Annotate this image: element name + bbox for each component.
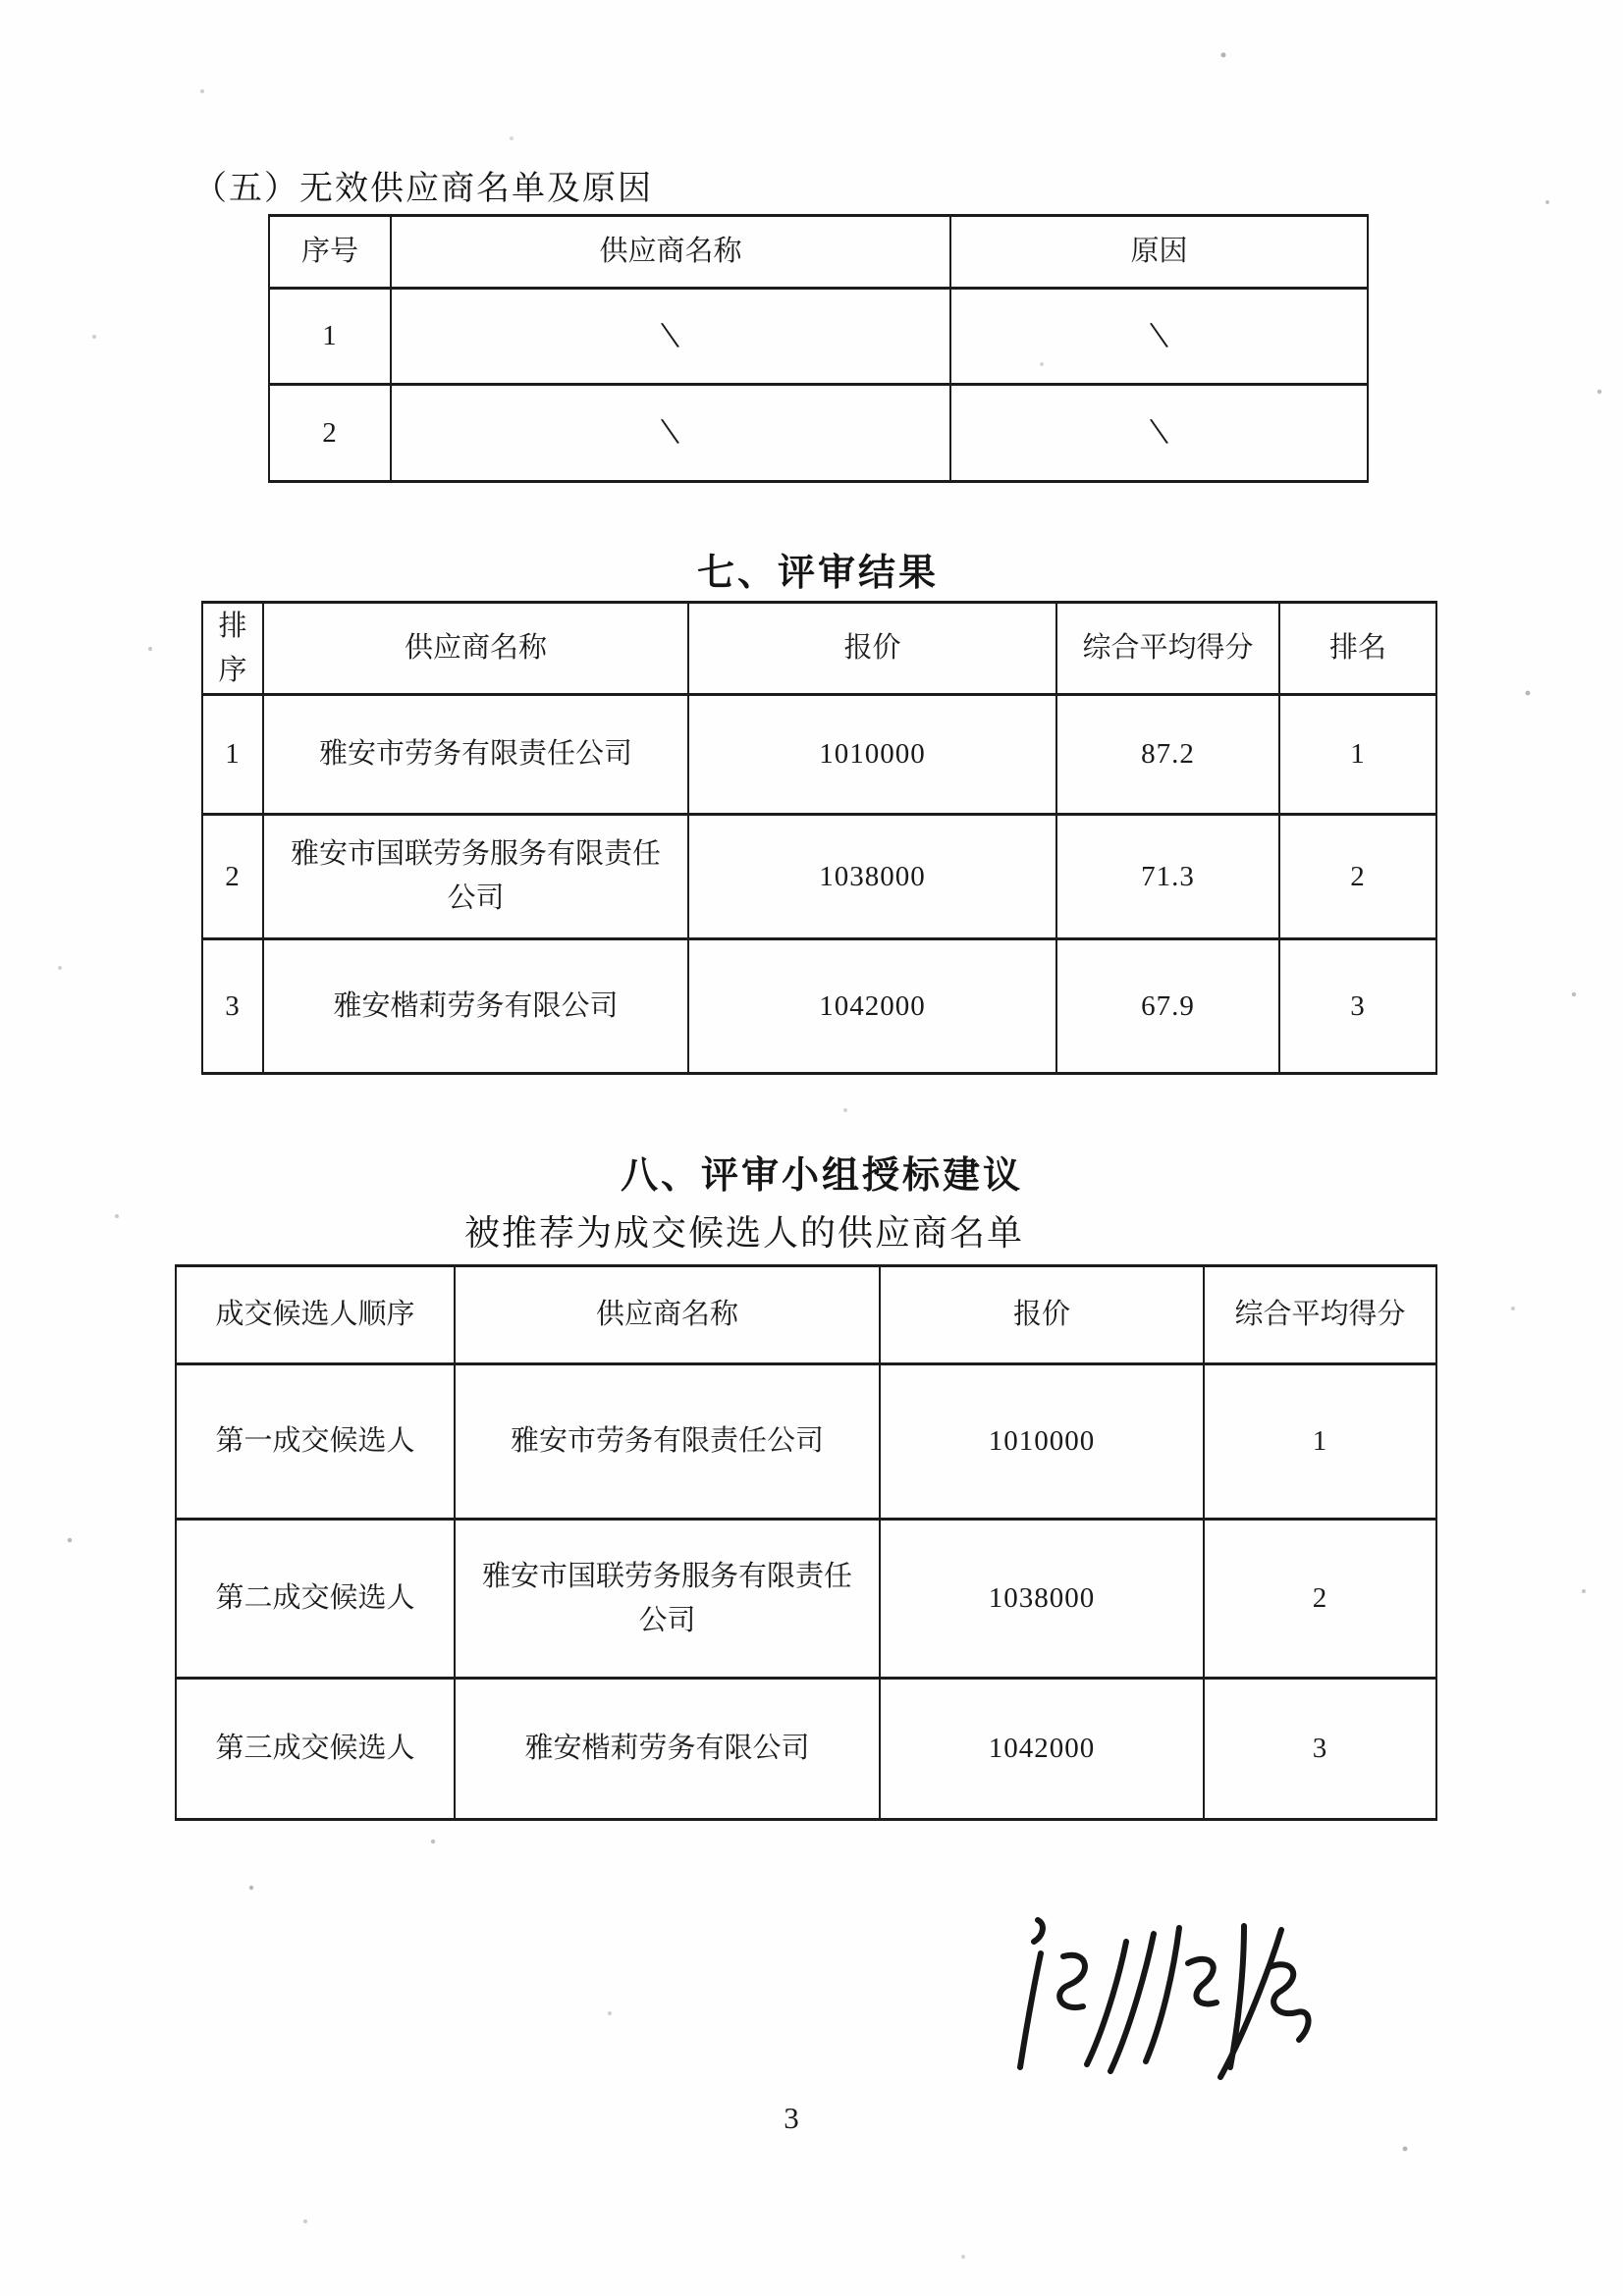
slash-mark: \: [658, 408, 682, 456]
cell-price: 1038000: [880, 1520, 1204, 1679]
cell-supplier: 雅安市国联劳务服务有限责任公司: [263, 815, 688, 939]
cell-reason: [950, 289, 1368, 385]
table-row: [176, 1364, 1436, 1520]
cell-price: 1038000: [688, 815, 1056, 939]
slash-mark: \: [658, 312, 682, 359]
cell-no: 2: [269, 385, 391, 482]
header-supplier: 供应商名称: [455, 1266, 880, 1364]
cell-candidate-order: 第一成交候选人: [176, 1364, 455, 1520]
table-row: [176, 1679, 1436, 1820]
award-candidates-table: [175, 1264, 1437, 1821]
cell-score: 3: [1204, 1679, 1436, 1820]
cell-score: 1: [1204, 1364, 1436, 1520]
cell-score: 87.2: [1056, 695, 1279, 815]
header-score: 综合平均得分: [1204, 1266, 1436, 1364]
cell-reason: [950, 385, 1368, 482]
handwritten-signature: [987, 1902, 1321, 2089]
cell-price: 1010000: [688, 695, 1056, 815]
cell-score: 71.3: [1056, 815, 1279, 939]
cell-supplier: 雅安市国联劳务服务有限责任公司: [455, 1520, 880, 1679]
slash-mark: \: [1147, 408, 1171, 456]
table-row: [202, 939, 1436, 1074]
table-row: [269, 385, 1368, 482]
header-supplier: 供应商名称: [391, 216, 950, 289]
section8-subheading: 被推荐为成交候选人的供应商名单: [463, 1213, 1025, 1253]
table-row: [269, 289, 1368, 385]
cell-supplier: 雅安楷莉劳务有限公司: [263, 939, 688, 1074]
cell-rank: 3: [1279, 939, 1436, 1074]
cell-order: 2: [202, 815, 263, 939]
cell-price: 1010000: [880, 1364, 1204, 1520]
cell-supplier: 雅安市劳务有限责任公司: [455, 1364, 880, 1520]
invalid-suppliers-table: [268, 214, 1369, 483]
table-row: [176, 1520, 1436, 1679]
section8-heading: 八、评审小组授标建议: [620, 1155, 1024, 1197]
cell-candidate-order: 第三成交候选人: [176, 1679, 455, 1820]
header-no: 序号: [269, 216, 391, 289]
cell-price: 1042000: [880, 1679, 1204, 1820]
cell-supplier: [391, 385, 950, 482]
cell-supplier: 雅安市劳务有限责任公司: [263, 695, 688, 815]
header-supplier: 供应商名称: [263, 603, 688, 695]
header-rank: 排名: [1279, 603, 1436, 695]
cell-score: 67.9: [1056, 939, 1279, 1074]
header-score: 综合平均得分: [1056, 603, 1279, 695]
cell-order: 1: [202, 695, 263, 815]
cell-rank: 2: [1279, 815, 1436, 939]
header-order: 排序: [202, 603, 263, 695]
table-header-row: [176, 1266, 1436, 1364]
cell-price: 1042000: [688, 939, 1056, 1074]
table-row: [202, 815, 1436, 939]
cell-candidate-order: 第二成交候选人: [176, 1520, 455, 1679]
header-candidate-order: 成交候选人顺序: [176, 1266, 455, 1364]
cell-supplier: 雅安楷莉劳务有限公司: [455, 1679, 880, 1820]
cell-no: 1: [269, 289, 391, 385]
cell-supplier: [391, 289, 950, 385]
section7-heading: 七、评审结果: [696, 553, 940, 594]
header-price: 报价: [880, 1266, 1204, 1364]
header-price: 报价: [688, 603, 1056, 695]
slash-mark: \: [1147, 312, 1171, 359]
page-number: 3: [784, 2101, 799, 2135]
cell-order: 3: [202, 939, 263, 1074]
cell-score: 2: [1204, 1520, 1436, 1679]
table-header-row: [202, 603, 1436, 695]
evaluation-results-table: [201, 601, 1437, 1075]
table-row: [202, 695, 1436, 815]
header-reason: 原因: [950, 216, 1368, 289]
cell-rank: 1: [1279, 695, 1436, 815]
table-header-row: [269, 216, 1368, 289]
section5-heading: （五）无效供应商名单及原因: [193, 171, 653, 207]
scan-noise: [0, 0, 2, 2]
